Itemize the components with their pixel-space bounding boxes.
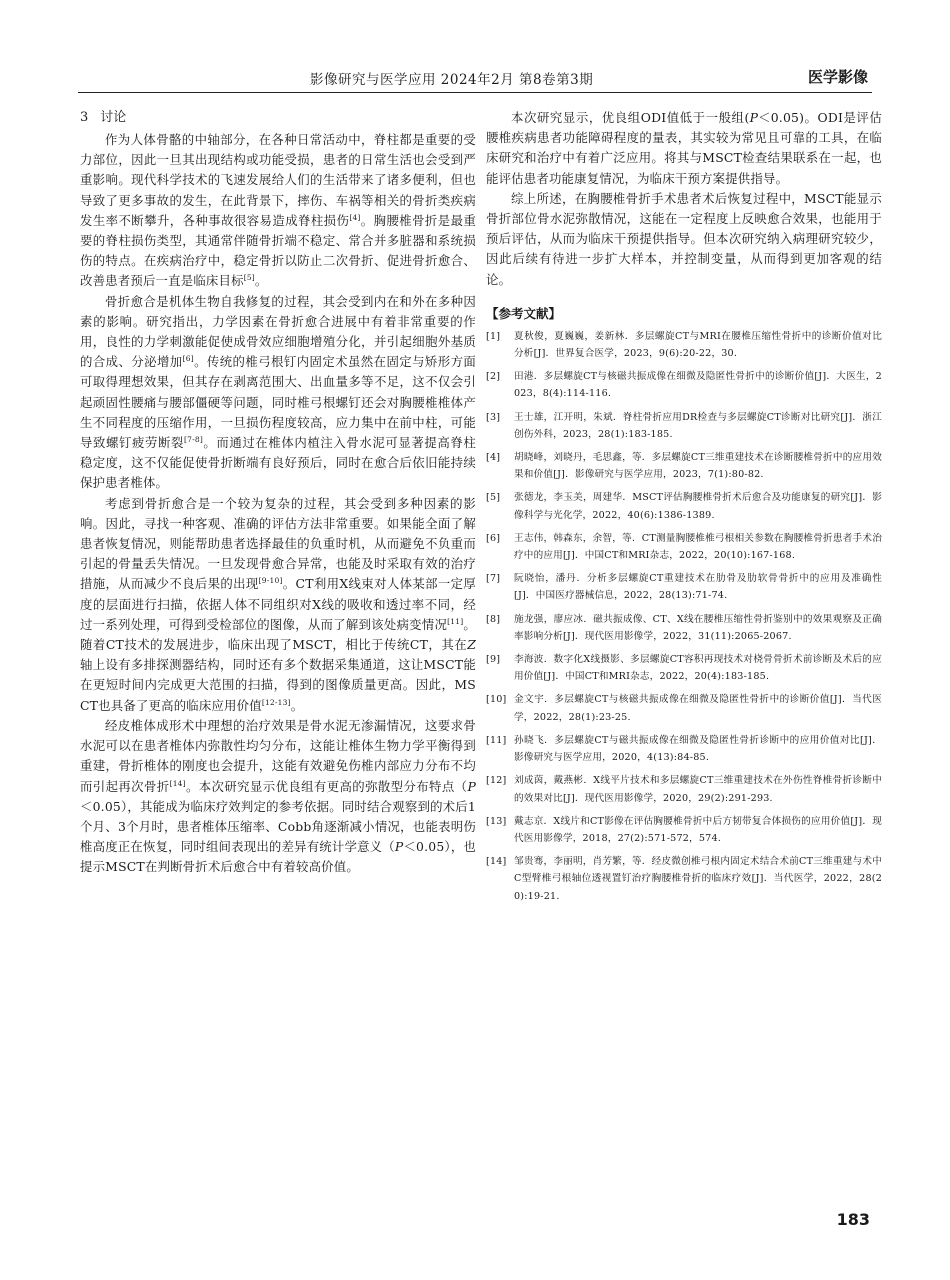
page-header <box>78 66 872 93</box>
text-run: 考虑到骨折愈合是一个较为复杂的过程，其会受到多种因素的影响。因此，寻找一种客观、准确的评估方法非常重要。如果能全面了解患者恢复情况，则能帮助患者选择最佳的负重时机，从而避免不负重而引起的骨量丢失情况。一旦发现骨愈合异常，也能及时采取有效的治疗措施，从而减少不良后果的出现 <box>80 495 476 592</box>
references-heading: 【参考文献】 <box>486 305 562 321</box>
citation: [11] <box>447 616 464 626</box>
italic-variable: P <box>394 839 404 855</box>
reference-number: [1] <box>486 330 501 342</box>
left-column <box>80 108 476 878</box>
reference-item <box>486 328 882 362</box>
italic-variable: Z <box>467 637 476 653</box>
section-heading <box>80 108 476 128</box>
paragraph-1 <box>80 130 476 292</box>
text-run: 。 <box>290 697 304 713</box>
reference-number: [8] <box>486 613 501 625</box>
reference-text: 施龙强，廖应冰．磁共振成像、CT、X线在腰椎压缩性骨折鉴别中的效果观察及正确率影响分析[J]．现代医用影像学，2022，31(11):2065-2067. <box>514 613 882 642</box>
text-run: ＜0.05)。ODI是评估腰椎疾病患者功能障碍程度的量表，其实较为常见且可靠的工具，在临床研究和治疗中有着广泛应用。将其与MSCT检查结果联系在一起，也能评估患者功能康复情况，为临床干预方案提供指导。 <box>486 110 882 186</box>
reference-item <box>486 772 882 806</box>
reference-number: [10] <box>486 694 507 706</box>
section-name: 医学影像 <box>807 68 868 86</box>
reference-text: 孙晓飞．多层螺旋CT与磁共振成像在细微及隐匿性骨折诊断中的应用价值对比[J]．影像研究与医学应用，2020，4(13):84-85. <box>514 734 882 764</box>
reference-number: [7] <box>486 573 501 585</box>
journal-info: 影像研究与医学应用 2024年2月 第8卷第3期 <box>310 72 594 88</box>
text-run: 。传统的椎弓根钉内固定术虽然在固定与矫形方面可取得理想效果，但其存在剥离范围大、出血量多等不足，这不仅会引起顽固性腰痛与腰部僵硬等问题，同时椎弓根螺钉还会对胸腰椎椎体产生不同程度的压缩作用，一旦损伤程度较高，应力集中在前中柱，可能导致螺钉疲劳断裂 <box>80 354 476 451</box>
italic-variable: P <box>749 110 759 125</box>
reference-text: 张德龙，李玉美，周建华．MSCT评估胸腰椎骨折术后愈合及功能康复的研究[J]．影像科学与光化学，2022，40(6):1386-1389. <box>514 492 882 521</box>
reference-text: 王志伟，韩森东，余智，等．CT测量胸腰椎椎弓根相关参数在胸腰椎骨折患者手术治疗中的应用[J]．中国CT和MRI杂志，2022，20(10):167-168. <box>514 532 882 562</box>
reference-item <box>486 489 882 523</box>
citation: [7-8] <box>184 434 203 444</box>
reference-item <box>486 368 882 402</box>
text-run: 本次研究显示，优良组ODI值低于一般组( <box>511 110 750 125</box>
text-run: 。CT利用X线束对人体某部一定厚度的层面进行扫描，依据人体不同组织对X线的吸收和透过率不同，经过一系列处理，可得到受检部位的图像，从而了解到该处病变情况 <box>80 576 476 632</box>
citation: [12-13] <box>261 697 291 707</box>
reference-text: 夏秋俊，夏巍巍，姜新林．多层螺旋CT与MRI在腰椎压缩性骨折中的诊断价值对比分析[J]．世界复合医学，2023，9(6):20-22，30. <box>514 330 882 360</box>
reference-text: 金文宇．多层螺旋CT与核磁共振成像在细微及隐匿性骨折中的诊断价值[J]．当代医学，2022，28(1):23-25. <box>514 694 882 723</box>
text-run: 。而通过在椎体内植注入骨水泥可显著提高脊柱稳定度，这不仅能促使骨折断端有良好预后，同时在愈合后依旧能持续保护患者椎体。 <box>80 435 476 491</box>
reference-number: [14] <box>486 856 507 868</box>
text-run: 轴上设有多排探测器结构，同时还有多个数据采集通道，这让MSCT能在更短时间内完成更大范围的扫描，得到的图像质量更高。因此，MSCT也具备了更高的临床应用价值 <box>80 657 476 713</box>
right-column <box>486 108 882 911</box>
text-run: ＜0.05），也提示MSCT在判断骨折术后愈合中有着较高价值。 <box>80 839 477 875</box>
page-number: 183 <box>836 1210 870 1229</box>
reference-item <box>486 449 882 483</box>
reference-list <box>486 328 882 905</box>
reference-item <box>486 530 882 564</box>
reference-item <box>486 570 882 604</box>
reference-item <box>486 651 882 685</box>
citation: [9-10] <box>258 576 283 586</box>
reference-text: 戴志京．X线片和CT影像在评估胸腰椎骨折中后方韧带复合体损伤的应用价值[J]．现代医用影像学，2018，27(2):571-572，574. <box>514 815 882 844</box>
text-run: 。 <box>254 273 268 289</box>
paragraph-2 <box>80 292 476 494</box>
section-title: 讨论 <box>100 110 127 125</box>
italic-variable: P <box>467 778 476 794</box>
text-run: 经皮椎体成形术中理想的治疗效果是骨水泥无渗漏情况，这要求骨水泥可以在患者椎体内弥散性均匀分布，这能让椎体生物力学平衡得到重建，骨折椎体的刚度也会提升，这能有效避免伤椎内部应力分布不均而引起再次骨折 <box>80 717 476 794</box>
reference-number: [5] <box>486 492 501 504</box>
reference-text: 刘成茵，戴燕彬．X线平片技术和多层螺旋CT三维重建技术在外伤性脊椎骨折诊断中的效果对比[J]．现代医用影像学，2020，29(2):291-293. <box>514 775 882 804</box>
reference-text: 邹贵骞，李丽明，肖芳繁，等．经皮微创椎弓根内固定术结合术前CT三维重建与术中C型臂椎弓根轴位透视置钉治疗胸腰椎骨折的临床疗效[J]．当代医学，2022，28(20):19-21. <box>514 856 882 902</box>
reference-text: 阮晓怡，潘丹．分析多层螺旋CT重建技术在肋骨及肋软骨骨折中的应用及准确性[J]．中国医疗器械信息，2022，28(13):71-74. <box>514 573 882 602</box>
reference-number: [3] <box>486 411 501 423</box>
reference-text: 王士雄，江开明，朱斌．脊柱骨折应用DR检查与多层螺旋CT诊断对比研究[J]．浙江创伤外科，2023，28(1):183-185. <box>514 411 882 440</box>
paragraph-3 <box>80 494 476 716</box>
paragraph-4 <box>80 716 476 878</box>
citation: [14] <box>169 778 186 788</box>
reference-item <box>486 611 882 645</box>
text-run: 。胸腰椎骨折是最重要的脊柱损伤类型，其通常伴随骨折端不稳定、常合并多脏器和系统损伤的特点。在疾病治疗中，稳定骨折以防止二次骨折、促进骨折愈合、改善患者预后一直是临床目标 <box>80 212 476 289</box>
text-run: ＜0.05），其能成为临床疗效判定的参考依据。同时结合观察到的术后1个月、3个月时，患者椎体压缩率、Cobb角逐渐减小情况，也能表明伤椎高度正在恢复，同时组间表现出的差异有统计学意义（ <box>80 798 476 855</box>
text-run: 。随着CT技术的发展进步，临床出现了MSCT，相比于传统CT，其在 <box>80 616 476 653</box>
reference-number: [12] <box>486 775 507 787</box>
text-run: 作为人体骨骼的中轴部分，在各种日常活动中，脊柱都是重要的受力部位，因此一旦其出现结构或功能受损，患者的日常生活也会受到严重影响。现代科学技术的飞速发展给人们的生活带来了诸多便利，但也导致了更多事故的发生，在此背景下，摔伤、车祸等相关的骨折类疾病发生率不断攀升，各种事故很容易造成脊柱损伤 <box>80 132 476 228</box>
reference-item <box>486 409 882 443</box>
reference-item <box>486 853 882 905</box>
reference-number: [4] <box>486 452 501 464</box>
reference-number: [9] <box>486 654 501 666</box>
citation: [5] <box>243 273 255 283</box>
reference-item <box>486 732 882 766</box>
citation: [6] <box>182 354 194 364</box>
reference-item <box>486 813 882 847</box>
reference-number: [13] <box>486 815 507 827</box>
text-run: 综上所述，在胸腰椎骨折手术患者术后恢复过程中，MSCT能显示骨折部位骨水泥弥散情况，这能在一定程度上反映愈合效果，也能用于预后评估，从而为临床干预提供指导。但本次研究纳入病理研究较少，因此后续有待进一步扩大样本，并控制变量，从而得到更加客观的结论。 <box>486 190 882 287</box>
section-number: 3 <box>80 110 89 125</box>
reference-text: 田港．多层螺旋CT与核磁共振成像在细微及隐匿性骨折中的诊断价值[J]．大医生，2023，8(4):114-116. <box>514 371 882 400</box>
reference-item <box>486 691 882 725</box>
text-run: 。本次研究显示优良组有更高的弥散型分布特点（ <box>185 778 468 794</box>
paragraph-5 <box>486 108 882 189</box>
reference-number: [6] <box>486 532 501 544</box>
citation: [4] <box>349 212 361 222</box>
text-run: 骨折愈合是机体生物自我修复的过程，其会受到内在和外在多种因素的影响。研究指出，力学因素在骨折愈合进展中有着非常重要的作用，良性的力学刺激能促使成骨效应细胞增殖分化，并引起细胞外基质的合成、分泌增加 <box>80 293 476 370</box>
paragraph-6 <box>486 189 882 290</box>
reference-text: 李海波．数字化X线摄影、多层螺旋CT容积再现技术对桡骨骨折术前诊断及术后的应用价值[J]．中国CT和MRI杂志，2022，20(4):183-185. <box>514 654 882 683</box>
reference-number: [2] <box>486 371 501 383</box>
reference-text: 胡晓峰，刘晓丹，毛思鑫，等．多层螺旋CT三维重建技术在诊断腰椎骨折中的应用效果和价值[J]．影像研究与医学应用，2023，7(1):80-82. <box>514 452 882 481</box>
reference-number: [11] <box>486 734 507 746</box>
